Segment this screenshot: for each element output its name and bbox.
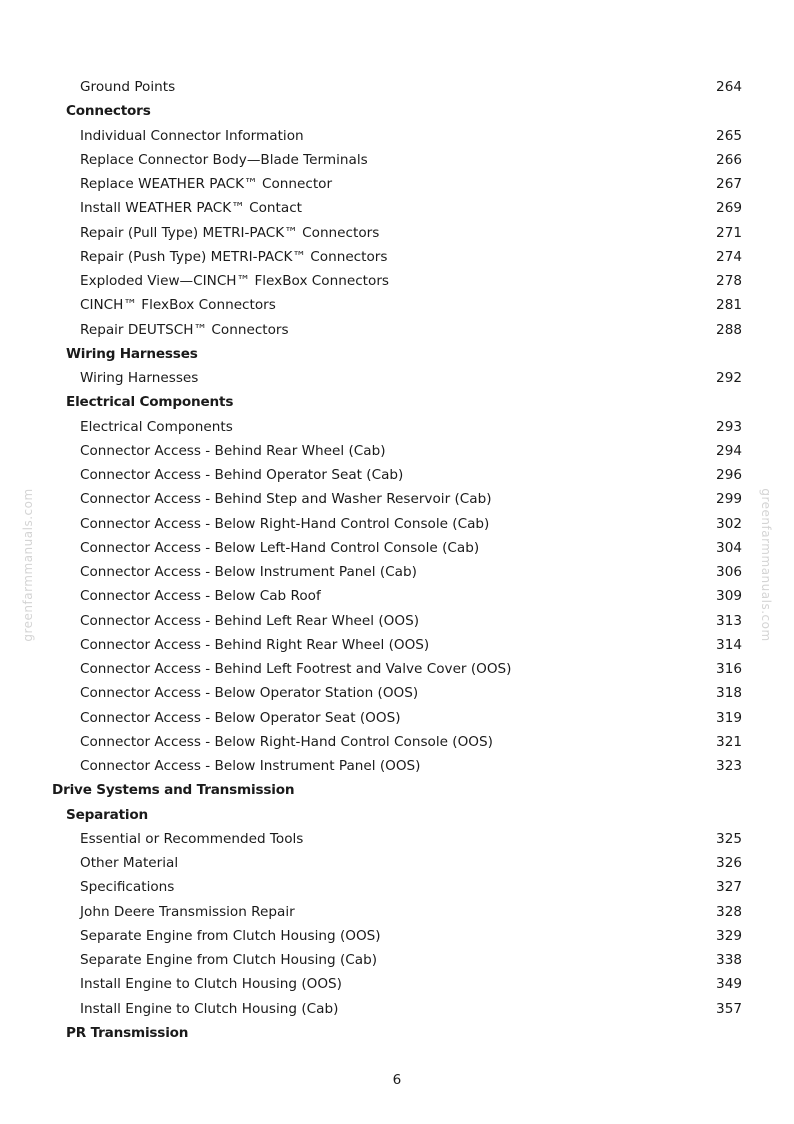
toc-section-heading bbox=[0, 1021, 794, 1045]
toc-entry-page: 293 bbox=[716, 418, 742, 435]
toc-entry-title: PR Transmission bbox=[66, 1024, 189, 1041]
toc-entry[interactable] bbox=[0, 512, 794, 536]
toc-entry-page: 271 bbox=[716, 224, 742, 241]
toc-entry-title: Connector Access - Behind Left Rear Wheel (OOS) bbox=[80, 612, 420, 629]
toc-entry-title: Separation bbox=[66, 806, 148, 823]
toc-entry-title: CINCH™ FlexBox Connectors bbox=[80, 297, 276, 314]
toc-entry-title: Ground Points bbox=[80, 79, 176, 95]
toc-entry-page: 266 bbox=[716, 151, 742, 168]
toc-entry[interactable] bbox=[0, 924, 794, 948]
toc-entry[interactable] bbox=[0, 366, 794, 390]
toc-entry[interactable] bbox=[0, 560, 794, 584]
toc-entry-page: 294 bbox=[716, 442, 742, 459]
watermark-left: greenfarmmanuals.com bbox=[21, 488, 35, 642]
toc-entry-title: Connector Access - Below Right-Hand Control Console (OOS) bbox=[80, 733, 493, 750]
toc-entry[interactable] bbox=[0, 221, 794, 245]
toc-entry[interactable] bbox=[0, 972, 794, 996]
toc-entry-title: Connector Access - Behind Right Rear Wheel (OOS) bbox=[80, 636, 430, 653]
toc-entry-page: 281 bbox=[716, 297, 742, 314]
toc-entry-page: 267 bbox=[716, 176, 742, 192]
toc-entry[interactable] bbox=[0, 124, 794, 148]
toc-section-heading bbox=[0, 803, 794, 827]
toc-entry-page: 329 bbox=[716, 927, 742, 944]
toc-entry-title: Install Engine to Clutch Housing (OOS) bbox=[80, 976, 342, 993]
toc-entry[interactable] bbox=[0, 657, 794, 681]
toc-entry-title: Wiring Harnesses bbox=[80, 370, 199, 386]
toc-entry-title: Connector Access - Below Cab Roof bbox=[80, 588, 321, 605]
toc-entry-title: Exploded View—CINCH™ FlexBox Connectors bbox=[80, 273, 389, 289]
toc-entry-page: 306 bbox=[716, 564, 742, 580]
toc-entry-page: 314 bbox=[716, 636, 742, 653]
toc-entry-title: Connector Access - Behind Step and Washer Reservoir (Cab) bbox=[80, 491, 492, 508]
toc-entry[interactable] bbox=[0, 633, 794, 657]
toc-entry[interactable] bbox=[0, 196, 794, 220]
toc-entry[interactable] bbox=[0, 706, 794, 730]
toc-entry[interactable] bbox=[0, 875, 794, 899]
toc-entry[interactable] bbox=[0, 536, 794, 560]
toc-entry-page: 328 bbox=[716, 903, 742, 920]
watermark-right: greenfarmmanuals.com bbox=[759, 488, 773, 642]
toc-entry-page: 316 bbox=[716, 661, 742, 677]
toc-entry[interactable] bbox=[0, 75, 794, 99]
toc-entry-page: 309 bbox=[716, 588, 742, 605]
toc-entry-title: Connectors bbox=[66, 103, 151, 120]
toc-entry-title: Other Material bbox=[80, 855, 179, 871]
toc-entry[interactable] bbox=[0, 269, 794, 293]
toc-entry[interactable] bbox=[0, 948, 794, 972]
toc-entry-page: 323 bbox=[716, 758, 742, 774]
page-number: 6 bbox=[392, 1072, 402, 1088]
toc-entry-title: Connector Access - Below Instrument Panel (Cab) bbox=[80, 564, 417, 580]
toc-entry-title: Connector Access - Below Instrument Panel (OOS) bbox=[80, 758, 421, 774]
toc-entry-title: Essential or Recommended Tools bbox=[80, 830, 304, 847]
toc-entry[interactable] bbox=[0, 487, 794, 511]
toc-entry-title: Install WEATHER PACK™ Contact bbox=[80, 200, 302, 217]
toc-entry-page: 288 bbox=[716, 321, 742, 338]
toc-entry[interactable] bbox=[0, 827, 794, 851]
toc-entry-page: 349 bbox=[716, 976, 742, 993]
toc-entry-title: Connector Access - Behind Rear Wheel (Cab) bbox=[80, 442, 386, 459]
toc-section-heading bbox=[0, 342, 794, 366]
toc-entry[interactable] bbox=[0, 172, 794, 196]
toc-entry-page: 269 bbox=[716, 200, 742, 217]
toc-entry[interactable] bbox=[0, 754, 794, 778]
table-of-contents bbox=[0, 75, 794, 1045]
toc-entry-title: Drive Systems and Transmission bbox=[52, 782, 295, 799]
toc-entry[interactable] bbox=[0, 997, 794, 1021]
toc-entry[interactable] bbox=[0, 148, 794, 172]
toc-entry-title: Repair (Pull Type) METRI-PACK™ Connectors bbox=[80, 224, 380, 241]
toc-entry-page: 264 bbox=[716, 79, 742, 95]
toc-entry[interactable] bbox=[0, 293, 794, 317]
toc-entry-title: Replace Connector Body—Blade Terminals bbox=[80, 151, 368, 168]
toc-entry-page: 326 bbox=[716, 855, 742, 871]
toc-entry-title: Electrical Components bbox=[66, 394, 234, 411]
toc-entry[interactable] bbox=[0, 900, 794, 924]
toc-entry-title: Connector Access - Below Operator Station (OOS) bbox=[80, 685, 419, 702]
toc-entry-page: 338 bbox=[716, 952, 742, 968]
toc-entry-title: Repair DEUTSCH™ Connectors bbox=[80, 321, 289, 338]
toc-entry-title: Connector Access - Behind Operator Seat (Cab) bbox=[80, 467, 404, 483]
toc-entry-title: John Deere Transmission Repair bbox=[80, 903, 295, 920]
toc-entry-title: Repair (Push Type) METRI-PACK™ Connectors bbox=[80, 248, 388, 265]
toc-entry-page: 278 bbox=[716, 273, 742, 289]
toc-entry-page: 292 bbox=[716, 370, 742, 386]
toc-entry[interactable] bbox=[0, 439, 794, 463]
toc-entry-page: 296 bbox=[716, 467, 742, 483]
toc-entry-page: 265 bbox=[716, 127, 742, 144]
toc-entry[interactable] bbox=[0, 609, 794, 633]
toc-entry-title: Replace WEATHER PACK™ Connector bbox=[80, 176, 333, 192]
toc-entry-page: 299 bbox=[716, 491, 742, 508]
toc-entry-title: Connector Access - Behind Left Footrest and Valve Cover (OOS) bbox=[80, 661, 512, 677]
toc-entry-page: 302 bbox=[716, 515, 742, 532]
toc-section-heading bbox=[0, 390, 794, 414]
toc-entry-title: Separate Engine from Clutch Housing (Cab) bbox=[80, 952, 378, 968]
toc-entry-title: Specifications bbox=[80, 879, 175, 896]
toc-entry-page: 313 bbox=[716, 612, 742, 629]
toc-entry-page: 318 bbox=[716, 685, 742, 702]
toc-section-heading bbox=[0, 99, 794, 123]
toc-section-heading bbox=[0, 778, 794, 802]
toc-entry[interactable] bbox=[0, 245, 794, 269]
toc-entry-page: 274 bbox=[716, 248, 742, 265]
toc-entry[interactable] bbox=[0, 730, 794, 754]
toc-entry-title: Connector Access - Below Operator Seat (OOS) bbox=[80, 709, 401, 726]
toc-entry-page: 327 bbox=[716, 879, 742, 896]
toc-entry-title: Install Engine to Clutch Housing (Cab) bbox=[80, 1000, 339, 1017]
toc-entry[interactable] bbox=[0, 415, 794, 439]
toc-entry-title: Connector Access - Below Right-Hand Control Console (Cab) bbox=[80, 515, 490, 532]
toc-entry-page: 319 bbox=[716, 709, 742, 726]
toc-entry-page: 357 bbox=[716, 1000, 742, 1017]
toc-entry-title: Individual Connector Information bbox=[80, 127, 304, 144]
toc-entry-page: 321 bbox=[716, 733, 742, 750]
toc-entry-page: 304 bbox=[716, 539, 742, 556]
toc-entry-title: Wiring Harnesses bbox=[66, 345, 198, 362]
toc-entry-title: Separate Engine from Clutch Housing (OOS) bbox=[80, 927, 381, 944]
toc-entry-title: Electrical Components bbox=[80, 418, 233, 435]
toc-entry[interactable] bbox=[0, 851, 794, 875]
toc-entry-title: Connector Access - Below Left-Hand Control Console (Cab) bbox=[80, 539, 480, 556]
toc-entry[interactable] bbox=[0, 463, 794, 487]
toc-entry-page: 325 bbox=[716, 830, 742, 847]
toc-entry[interactable] bbox=[0, 584, 794, 608]
toc-entry[interactable] bbox=[0, 318, 794, 342]
toc-entry[interactable] bbox=[0, 681, 794, 705]
